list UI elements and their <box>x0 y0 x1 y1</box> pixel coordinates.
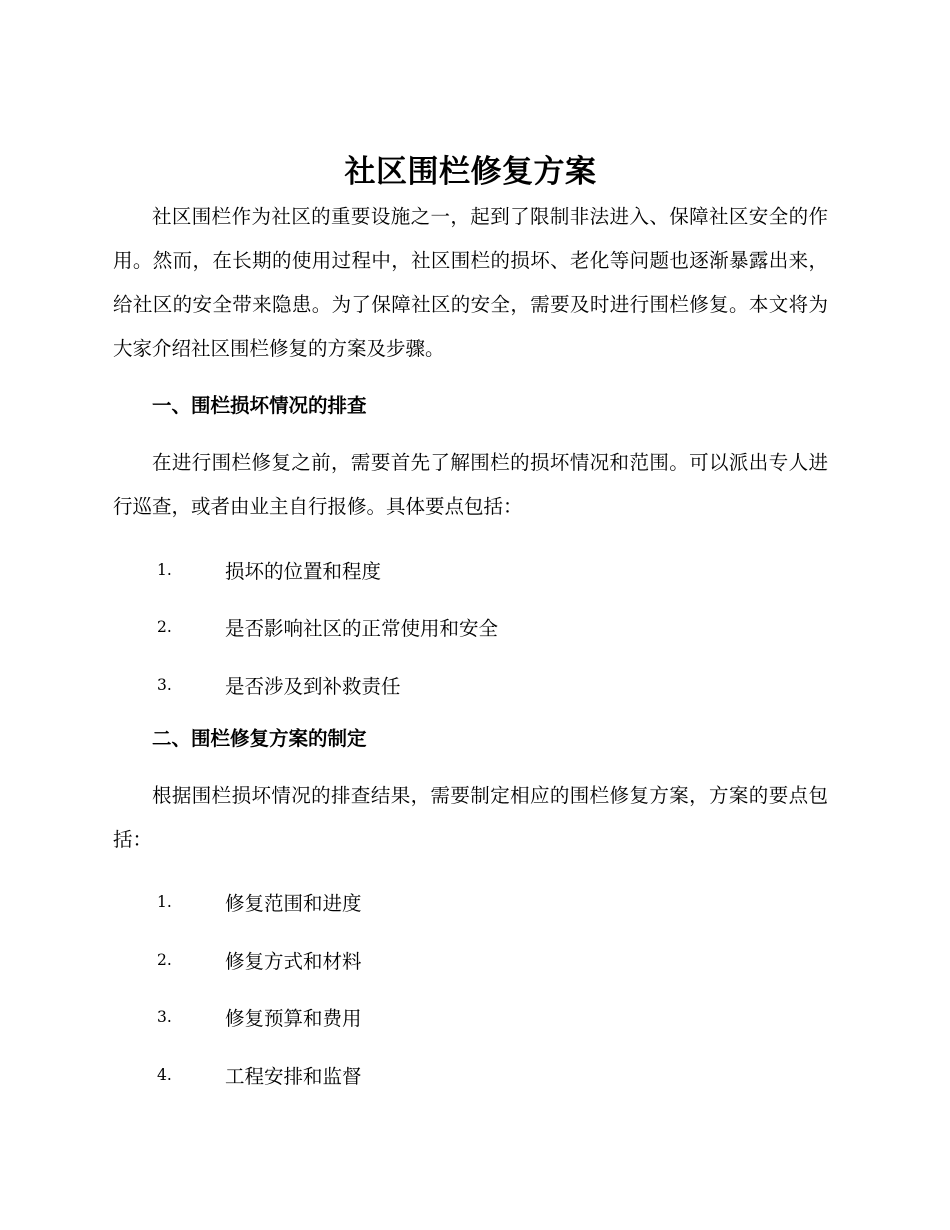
list-item-number: 1. <box>157 560 172 579</box>
list-item-text: 是否涉及到补救责任 <box>225 674 401 698</box>
list-item <box>113 599 828 657</box>
list-item-text: 修复方式和材料 <box>225 949 362 973</box>
list-item <box>113 931 828 989</box>
section-1-list <box>113 541 828 714</box>
list-item <box>113 1046 828 1104</box>
list-item-text: 工程安排和监督 <box>225 1064 362 1088</box>
list-item-text: 修复预算和费用 <box>225 1007 362 1031</box>
list-item-number: 2. <box>157 950 172 969</box>
section-1-heading: 一、围栏损坏情况的排查 <box>152 394 367 417</box>
list-item <box>113 656 828 714</box>
intro-paragraph: 社区围栏作为社区的重要设施之一，起到了限制非法进入、保障社区安全的作用。然而，在长期的使用过程中，社区围栏的损坏、老化等问题也逐渐暴露出来，给社区的安全带来隐患。为了保障社区的安全，需要及时进行围栏修复。本文将为大家介绍社区围栏修复的方案及步骤。 <box>113 205 828 360</box>
list-item <box>113 989 828 1047</box>
list-item-number: 4. <box>157 1065 172 1084</box>
list-item-text: 修复范围和进度 <box>225 892 362 916</box>
list-item-number: 3. <box>157 675 172 694</box>
list-item <box>113 541 828 599</box>
list-item-text: 损坏的位置和程度 <box>225 559 382 583</box>
document-title: 社区围栏修复方案 <box>344 154 597 190</box>
section-2-heading: 二、围栏修复方案的制定 <box>152 726 367 750</box>
section-2-paragraph: 根据围栏损坏情况的排查结果，需要制定相应的围栏修复方案，方案的要点包括： <box>113 783 828 851</box>
list-item-number: 3. <box>157 1008 172 1027</box>
list-item-text: 是否影响社区的正常使用和安全 <box>225 617 499 641</box>
list-item-number: 1. <box>157 893 172 912</box>
list-item <box>113 874 828 932</box>
section-2-list <box>113 874 828 1104</box>
list-item-number: 2. <box>157 618 172 637</box>
section-1-paragraph: 在进行围栏修复之前，需要首先了解围栏的损坏情况和范围。可以派出专人进行巡查，或者由业主自行报修。具体要点包括： <box>113 451 828 518</box>
